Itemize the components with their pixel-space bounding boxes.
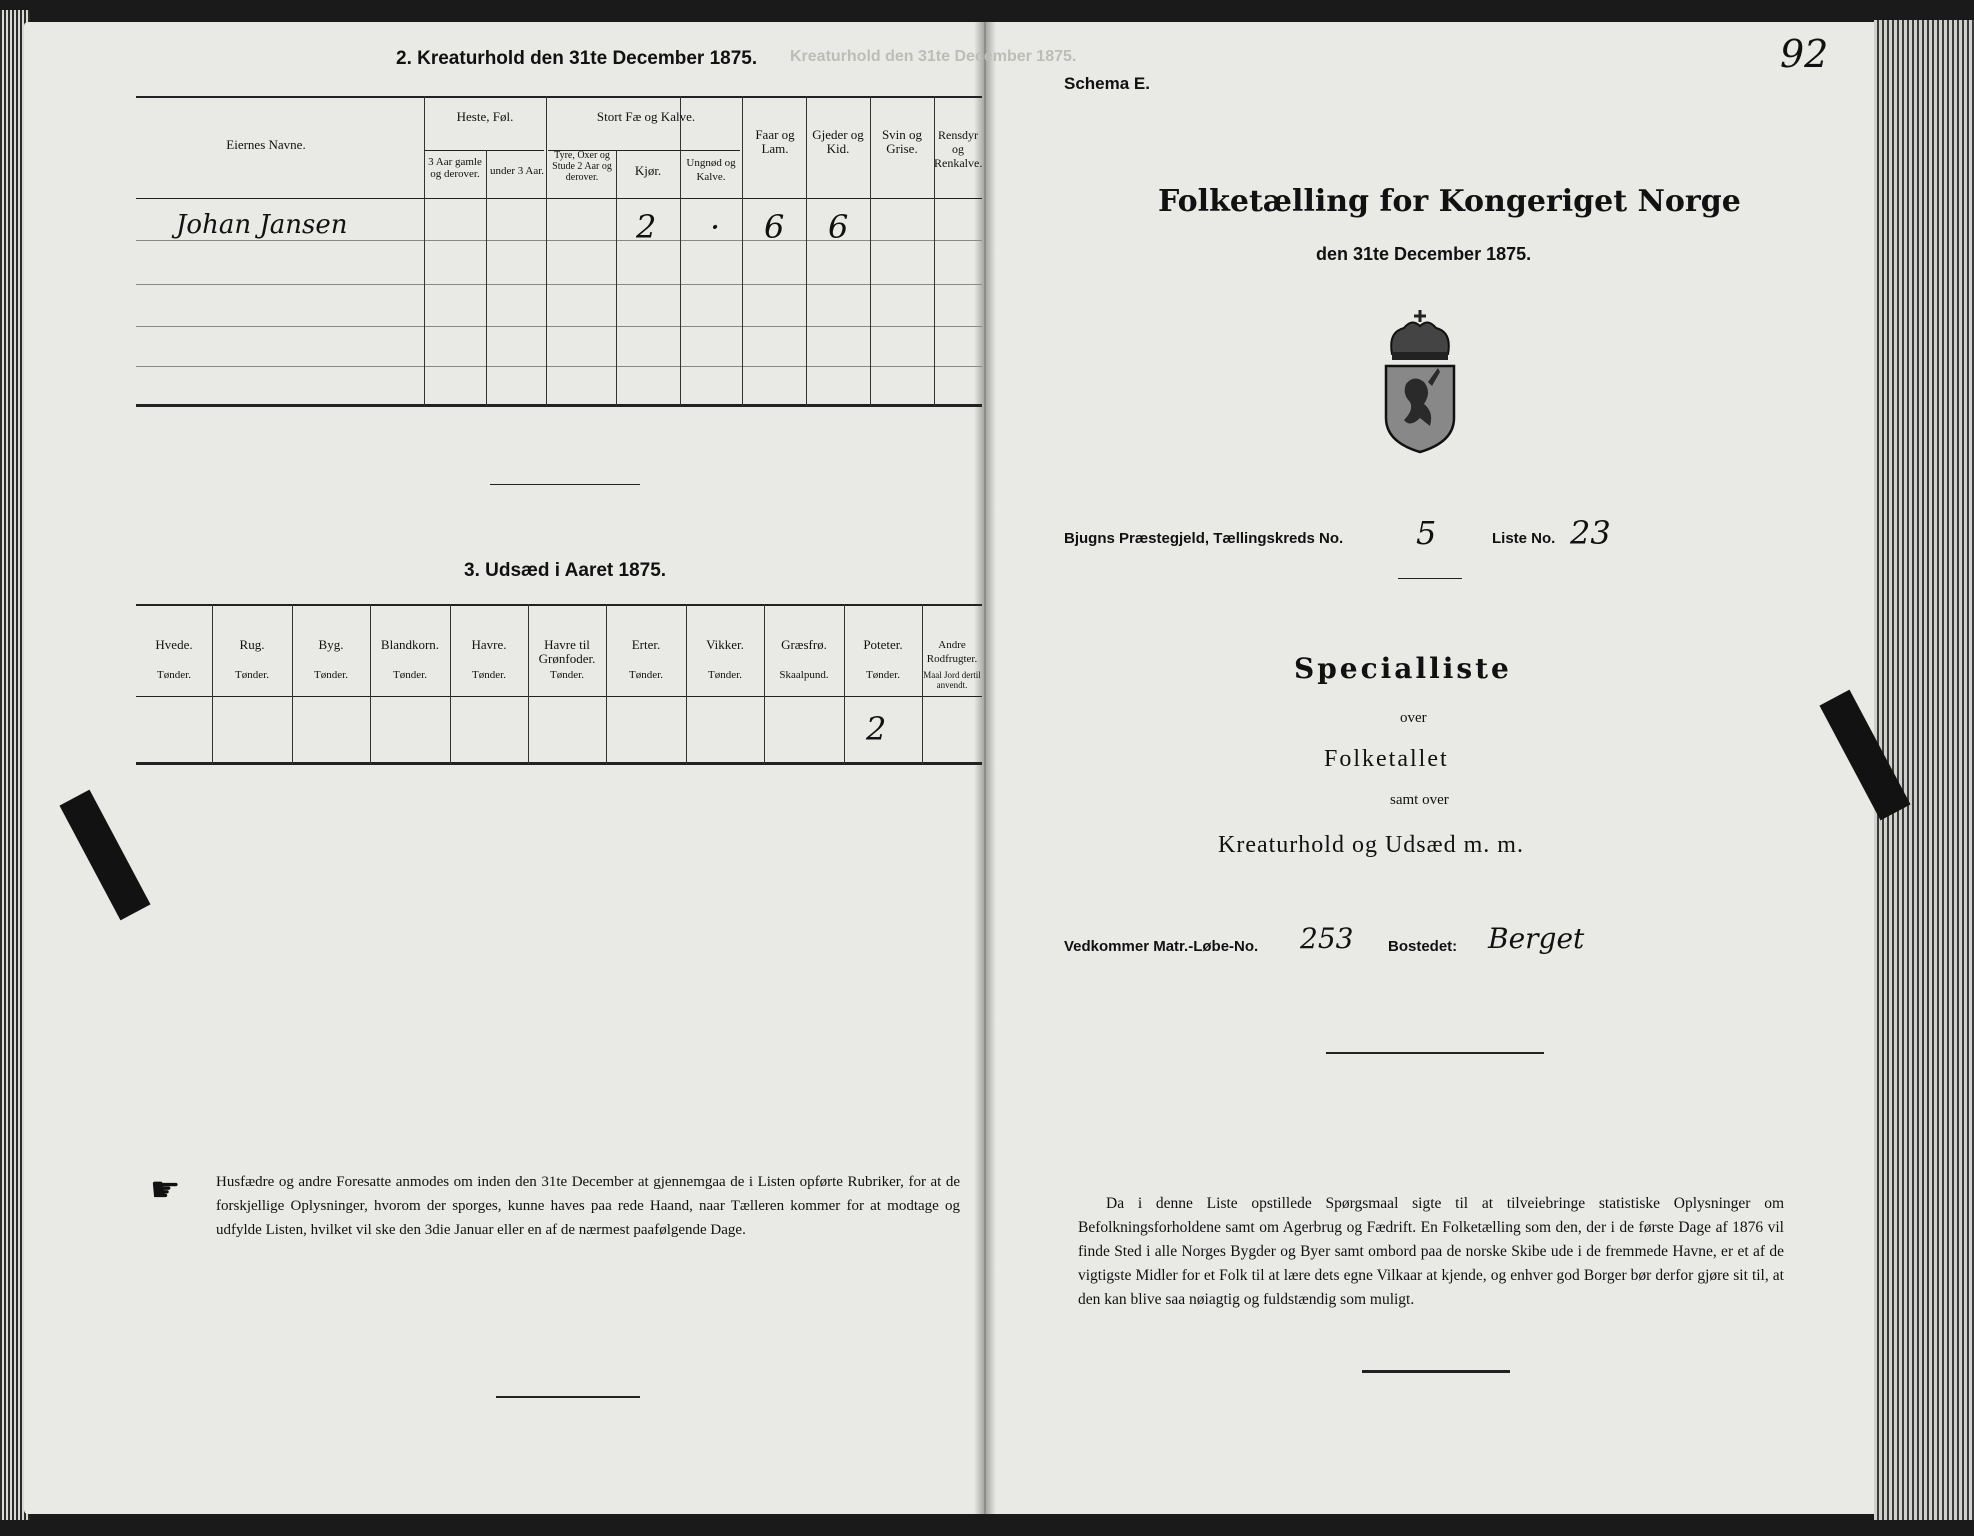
seed-col-unit: Skaalpund. bbox=[779, 669, 829, 681]
divider-dash bbox=[490, 484, 640, 485]
seed-col-unit: Tønder. bbox=[157, 669, 191, 681]
section2-title: 2. Kreaturhold den 31te December 1875. bbox=[396, 48, 758, 69]
district-number: 5 bbox=[1416, 514, 1437, 552]
explanatory-paragraph: Da i denne Liste opstillede Spørgsmaal sigte til at tilveiebringe statistiske Oplysninger om Befolkningsforholdene samt om Agerbrug og Fædrift. En Folketælling som den, der i de første Dage af 1876 vil finde Sted i alle Norges Bygder og Byer samt ombord paa de norske Skibe ude i de fremmede Havne, er et af de vigtigste Midler for et Folk til at lære dets egne Vilkaar at kjende, og enhver god Borger bør derfor gjøre sit til, at den kan blive saa nøiagtig og fuldstændig som muligt. bbox=[1078, 1195, 1784, 1308]
seed-col-unit: Tønder. bbox=[393, 669, 427, 681]
table2-col-rule bbox=[486, 150, 487, 406]
seed-col-name: Græsfrø. bbox=[781, 637, 827, 652]
col-young-cattle: Ungnød og Kalve. bbox=[686, 157, 736, 183]
kreaturhold-text: Kreaturhold og Udsæd m. m. bbox=[1218, 832, 1524, 858]
seed-col-name: Blandkorn. bbox=[380, 637, 440, 652]
seed-col-name: Rug. bbox=[239, 637, 265, 652]
table2-col-rule bbox=[870, 96, 871, 406]
book-spine bbox=[974, 22, 996, 1514]
table3-col-rule bbox=[292, 604, 293, 764]
young-cattle-value: · bbox=[710, 208, 721, 246]
divider-mid bbox=[1326, 1052, 1544, 1054]
col-sheep: Faar og Lam. bbox=[755, 127, 795, 156]
sheep-value: 6 bbox=[764, 208, 785, 246]
col-reindeer: Rensdyr og Renkalve. bbox=[934, 128, 983, 170]
seed-col-name: Havre til Grønfoder. bbox=[538, 637, 596, 666]
seed-col-unit: Tønder. bbox=[708, 669, 742, 681]
table2-col-rule bbox=[680, 96, 681, 406]
col-horses-old: 3 Aar gamle og derover. bbox=[428, 156, 482, 180]
seed-col-unit: Tønder. bbox=[235, 669, 269, 681]
coat-of-arms-icon bbox=[1380, 308, 1460, 454]
cows-value: 2 bbox=[636, 208, 657, 246]
seed-col-unit: Tønder. bbox=[629, 669, 663, 681]
seed-col-name: Andre Rodfrugter. bbox=[926, 639, 978, 665]
table2-sub-rule bbox=[424, 150, 544, 151]
divider-short bbox=[1398, 578, 1462, 579]
seed-col-unit: Maal Jord dertil anvendt. bbox=[923, 670, 981, 690]
col-horses-young: under 3 Aar. bbox=[489, 165, 545, 177]
seed-col-name: Hvede. bbox=[155, 637, 193, 652]
seed-col-unit: Tønder. bbox=[550, 669, 584, 681]
parish-label: Bjugns Præstegjeld, Tællingskreds No. bbox=[1064, 530, 1344, 547]
table3-col-rule bbox=[686, 604, 687, 764]
col-goats: Gjeder og Kid. bbox=[812, 127, 864, 156]
pointing-hand-icon: ☛ bbox=[150, 1172, 181, 1209]
col-bulls: Tyre, Oxer og Stude 2 Aar og derover. bbox=[552, 150, 612, 183]
matr-label: Vedkommer Matr.-Løbe-No. bbox=[1064, 938, 1259, 955]
seed-col-unit: Tønder. bbox=[472, 669, 506, 681]
seed-col-name: Vikker. bbox=[706, 637, 744, 652]
page-number: 92 bbox=[1780, 32, 1829, 76]
seed-col-unit: Tønder. bbox=[314, 669, 348, 681]
col-pigs: Svin og Grise. bbox=[881, 127, 923, 156]
table2-col-rule bbox=[742, 96, 743, 406]
table2-row-rule bbox=[136, 366, 982, 367]
divider-bottom bbox=[1362, 1370, 1510, 1373]
table2-header-rule bbox=[136, 198, 982, 199]
table2-row-rule bbox=[136, 284, 982, 285]
bleed-through-text: Kreaturhold den 31te December 1875. bbox=[790, 48, 1077, 65]
potatoes-value: 2 bbox=[866, 710, 887, 748]
col-owner: Eiernes Navne. bbox=[226, 137, 306, 152]
col-cattle: Stort Fæ og Kalve. bbox=[596, 109, 696, 124]
over-text: over bbox=[1400, 710, 1427, 726]
table3-col-rule bbox=[528, 604, 529, 764]
seed-col-name: Havre. bbox=[471, 637, 507, 652]
table2-top-rule bbox=[136, 96, 982, 98]
table3-top-rule bbox=[136, 604, 982, 606]
list-label: Liste No. bbox=[1492, 530, 1556, 547]
folketallet-text: Folketallet bbox=[1324, 746, 1449, 772]
table2-row-rule bbox=[136, 240, 982, 241]
table2-bottom-rule bbox=[136, 404, 982, 407]
seed-col-name: Erter. bbox=[631, 637, 661, 652]
list-number: 23 bbox=[1570, 514, 1611, 552]
col-horses: Heste, Føl. bbox=[456, 109, 514, 124]
section3-title: 3. Udsæd i Aaret 1875. bbox=[464, 560, 667, 581]
table3-col-rule bbox=[370, 604, 371, 764]
table3-header-rule bbox=[136, 696, 982, 697]
table2-col-rule bbox=[616, 150, 617, 406]
table3-col-rule bbox=[606, 604, 607, 764]
schema-label: Schema E. bbox=[1064, 74, 1150, 93]
bosted-value: Berget bbox=[1488, 922, 1585, 955]
notice-text: Husfædre og andre Foresatte anmodes om inden den 31te December at gjennemgaa de i Listen opførte Rubriker, for at de forskjellige Oplysninger, hvorom der sporges, kunne haves paa rede Haand, naar Tælleren kommer for at modtage og udfylde Listen, hvilket vil ske den 3die Januar eller en af de nærmest paafølgende Dage. bbox=[216, 1174, 960, 1238]
bottom-dash bbox=[496, 1396, 640, 1398]
owner-name: Johan Jansen bbox=[176, 210, 348, 240]
main-title: Folketælling for Kongeriget Norge bbox=[1158, 184, 1741, 219]
bosted-label: Bostedet: bbox=[1388, 938, 1458, 955]
table2-col-rule bbox=[806, 96, 807, 406]
seed-col-name: Byg. bbox=[318, 637, 344, 652]
samt-over-text: samt over bbox=[1390, 792, 1449, 808]
table3-col-rule bbox=[844, 604, 845, 764]
table2-col-rule bbox=[546, 96, 547, 406]
col-cows: Kjør. bbox=[634, 163, 662, 178]
seed-col-unit: Tønder. bbox=[866, 669, 900, 681]
subtitle: den 31te December 1875. bbox=[1316, 244, 1532, 264]
table2-row-rule bbox=[136, 326, 982, 327]
table3-col-rule bbox=[212, 604, 213, 764]
goats-value: 6 bbox=[828, 208, 849, 246]
table3-bottom-rule bbox=[136, 762, 982, 765]
table2-col-rule bbox=[424, 96, 425, 406]
table3-col-rule bbox=[450, 604, 451, 764]
seed-col-name: Poteter. bbox=[863, 637, 903, 652]
matr-number: 253 bbox=[1300, 922, 1354, 955]
table3-col-rule bbox=[764, 604, 765, 764]
specialliste-heading: Specialliste bbox=[1294, 652, 1512, 685]
